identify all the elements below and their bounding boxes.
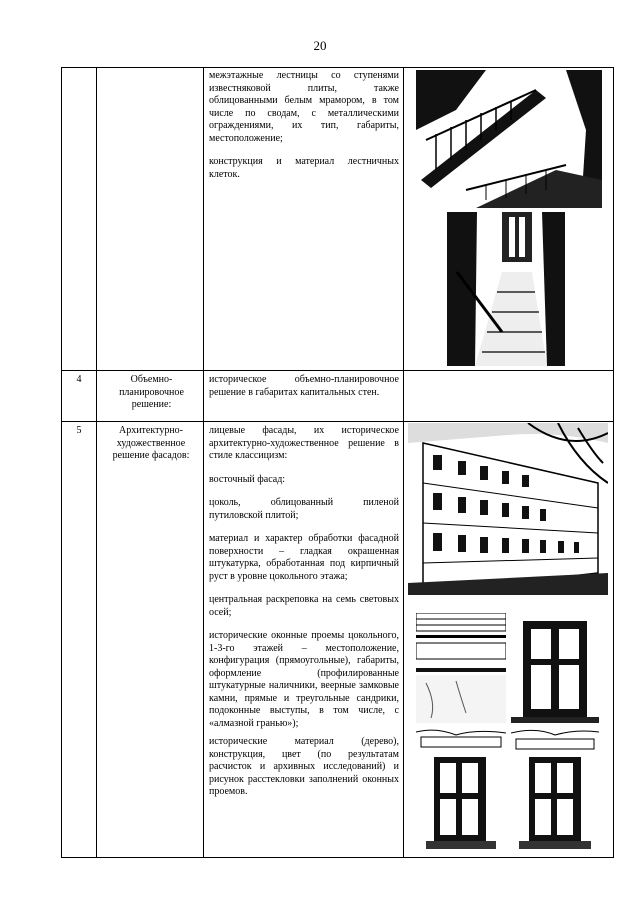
staircase-steps-photo <box>447 212 565 366</box>
paragraph: лицевые фасады, их историческое архитектурно-художественное решение в стиле классицизм: <box>209 425 399 461</box>
page-number: 20 <box>313 38 327 53</box>
row-number: 5 <box>76 425 82 436</box>
row-text <box>209 425 399 810</box>
window-sandrik-right-photo <box>511 727 599 854</box>
east-facade-photo <box>408 423 608 595</box>
monument-subject-table <box>61 67 614 858</box>
paragraph: историческое объемно-планировочное решение в габаритах капитальных стен. <box>209 374 399 398</box>
window-closeup-photo <box>511 613 599 723</box>
paragraph: исторические оконные проемы цокольного, 1-3-го этажей – местоположение, конфигурация (прямоугольные), габариты, оформление (профилированные штукатурные наличники, веерные замковые камни, прямые и треугольные сандрики, подоконные выступы, в том числе, с «алмазной гранью»); <box>209 630 399 729</box>
row-title: Объемно-планировочное решение: <box>119 374 184 410</box>
paragraph: материал и характер обработки фасадной поверхности – гладкая окрашенная штукатурка, обработанная под кирпичный руст в уровне цокольного этажа; <box>209 533 399 582</box>
plinth-rustication-photo <box>416 613 506 723</box>
window-sandrik-left-photo <box>416 727 506 854</box>
row-number: 4 <box>76 374 82 385</box>
paragraph: исторические материал (дерево), конструкция, цвет (по результатам расчисток и архивных исследований) и рисунок расстекловки заполнений оконных проемов. <box>209 736 399 797</box>
row-text <box>209 374 399 410</box>
paragraph: восточный фасад: <box>209 473 286 485</box>
row-continued-text <box>209 70 399 192</box>
row-title: Архитектурно-художественное решение фасадов: <box>112 425 190 461</box>
staircase-railing-photo <box>416 70 602 208</box>
paragraph: цоколь, облицованный пиленой путиловской плитой; <box>209 497 399 521</box>
paragraph: конструкция и материал лестничных клеток. <box>209 156 399 180</box>
paragraph: центральная раскреповка на семь световых осей; <box>209 594 399 618</box>
paragraph: межэтажные лестницы со ступенями известняковой плиты, также облицованными белым мрамором, в том числе по сводам, с металлическими ограждениями, их тип, габариты, местоположение; <box>209 70 399 144</box>
